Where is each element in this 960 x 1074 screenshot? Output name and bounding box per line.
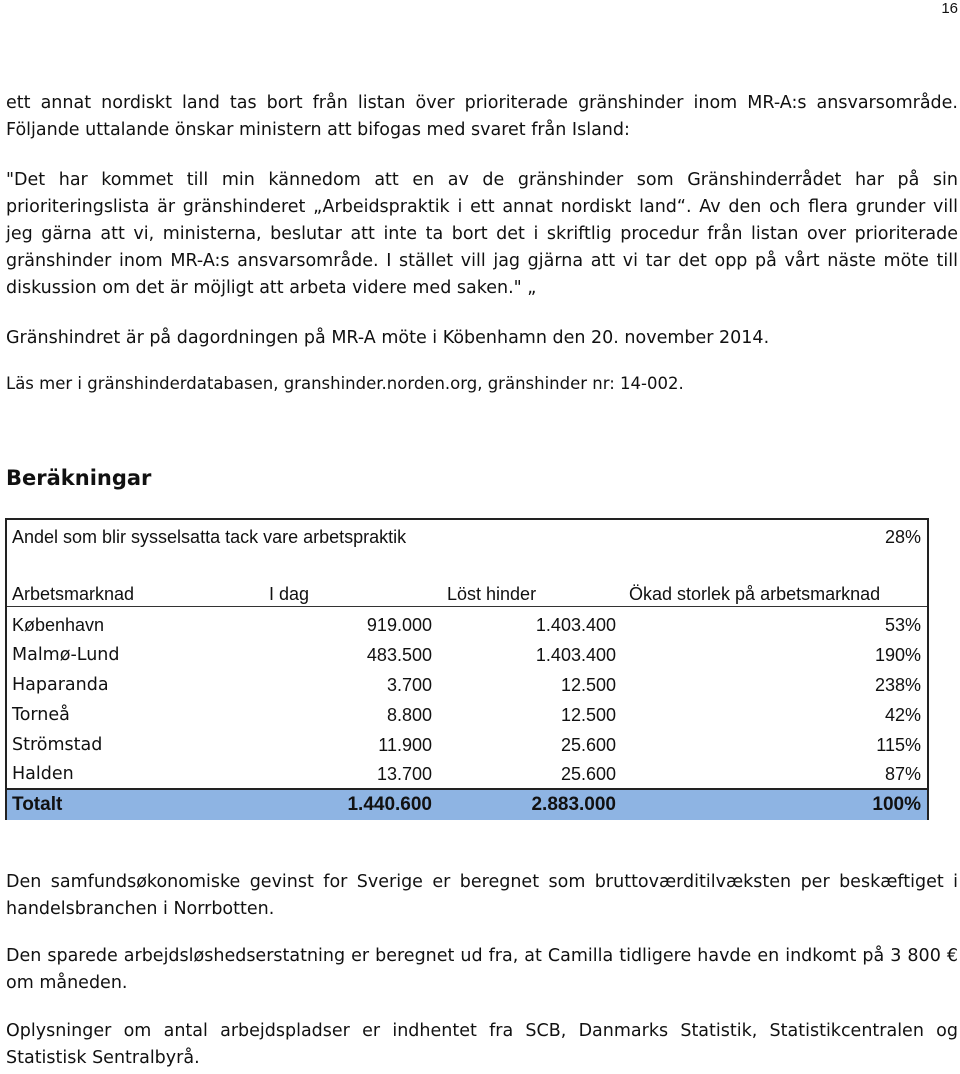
share-value: 28% <box>884 527 921 547</box>
market-name: Haparanda <box>12 675 109 695</box>
solved-value: 12.500 <box>560 705 616 725</box>
header-divider <box>7 606 927 607</box>
paragraph-agenda: Gränshindret är på dagordningen på MR-A möte i Köbenhamn den 20. november 2014. <box>6 328 770 348</box>
today-value: 8.800 <box>386 705 432 725</box>
increase-value: 87% <box>884 764 921 784</box>
header-market: Arbetsmarknad <box>12 584 135 604</box>
share-label: Andel som blir sysselsatta tack vare arbetspraktik <box>12 527 407 547</box>
today-value: 3.700 <box>386 675 432 695</box>
table-row <box>7 731 927 759</box>
increase-value: 115% <box>876 735 921 755</box>
page-number: 16 <box>941 0 958 17</box>
table-row <box>7 760 927 788</box>
increase-value: 53% <box>884 615 921 635</box>
paragraph-savings: Den sparede arbejdsløshedserstatning er beregnet ud fra, at Camilla tidligere havde en indkomt på 3 800 € om måneden. <box>6 946 958 993</box>
total-solved: 2.883.000 <box>531 794 616 815</box>
solved-value: 12.500 <box>560 675 616 695</box>
table-row <box>7 701 927 729</box>
today-value: 13.700 <box>376 764 432 784</box>
solved-value: 1.403.400 <box>535 645 616 665</box>
total-label: Totalt <box>12 794 63 815</box>
market-name: Malmø-Lund <box>12 645 120 665</box>
increase-value: 42% <box>884 705 921 725</box>
solved-value: 25.600 <box>560 764 616 784</box>
total-today: 1.440.600 <box>347 794 432 815</box>
total-row <box>7 788 927 820</box>
market-name: København <box>12 615 105 635</box>
today-value: 483.500 <box>366 645 432 665</box>
paragraph-gain: Den samfundsøkonomiske gevinst for Sverige er beregnet som bruttoværditilvæksten per beskæftiget i handelsbranchen i Norrbotten. <box>6 872 958 919</box>
increase-value: 190% <box>874 645 921 665</box>
calculation-table <box>5 518 929 820</box>
table-row <box>7 611 927 639</box>
market-name: Halden <box>12 764 74 784</box>
table-row <box>7 641 927 669</box>
share-row <box>7 523 927 551</box>
header-today: I dag <box>269 584 310 604</box>
today-value: 11.900 <box>378 735 432 755</box>
solved-value: 1.403.400 <box>535 615 616 635</box>
total-increase: 100% <box>872 794 921 815</box>
section-heading: Beräkningar <box>6 466 152 490</box>
table-row <box>7 671 927 699</box>
market-name: Strömstad <box>12 735 103 755</box>
market-name: Torneå <box>12 705 70 725</box>
paragraph-sources: Oplysninger om antal arbejdspladser er indhentet fra SCB, Danmarks Statistik, Statistikcentralen og Statistisk Sentralbyrå. <box>6 1021 958 1068</box>
paragraph-read-more: Läs mer i gränshinderdatabasen, granshinder.norden.org, gränshinder nr: 14-002. <box>6 374 684 393</box>
today-value: 919.000 <box>366 615 432 635</box>
paragraph-intro: ett annat nordiskt land tas bort från listan över prioriterade gränshinder inom MR-A:s ansvarsområde. Följande uttalande önskar ministern att bifogas med svaret från Island: <box>6 93 958 140</box>
increase-value: 238% <box>874 675 921 695</box>
paragraph-quote: "Det har kommet till min kännedom att en av de gränshinder som Gränshinderrådet har på sin prioriteringslista är gränshinderet „Arbeidspraktik i ett annat nordiskt land“. Av den och flera grunder vill jeg gärna att vi, ministerna, beslutar att inte ta bort det i skriftlig procedur från listan over prioriterade gränshinder inom MR-A:s ansvarsområde. I stället vill jag gjärna att vi tar det opp på vårt näste möte till diskussion om det är möjligt att arbeta videre med saken." „ <box>6 170 958 298</box>
header-solved: Löst hinder <box>447 584 537 604</box>
table-header-row <box>7 580 927 608</box>
solved-value: 25.600 <box>560 735 616 755</box>
header-increase: Ökad storlek på arbetsmarknad <box>629 584 881 604</box>
